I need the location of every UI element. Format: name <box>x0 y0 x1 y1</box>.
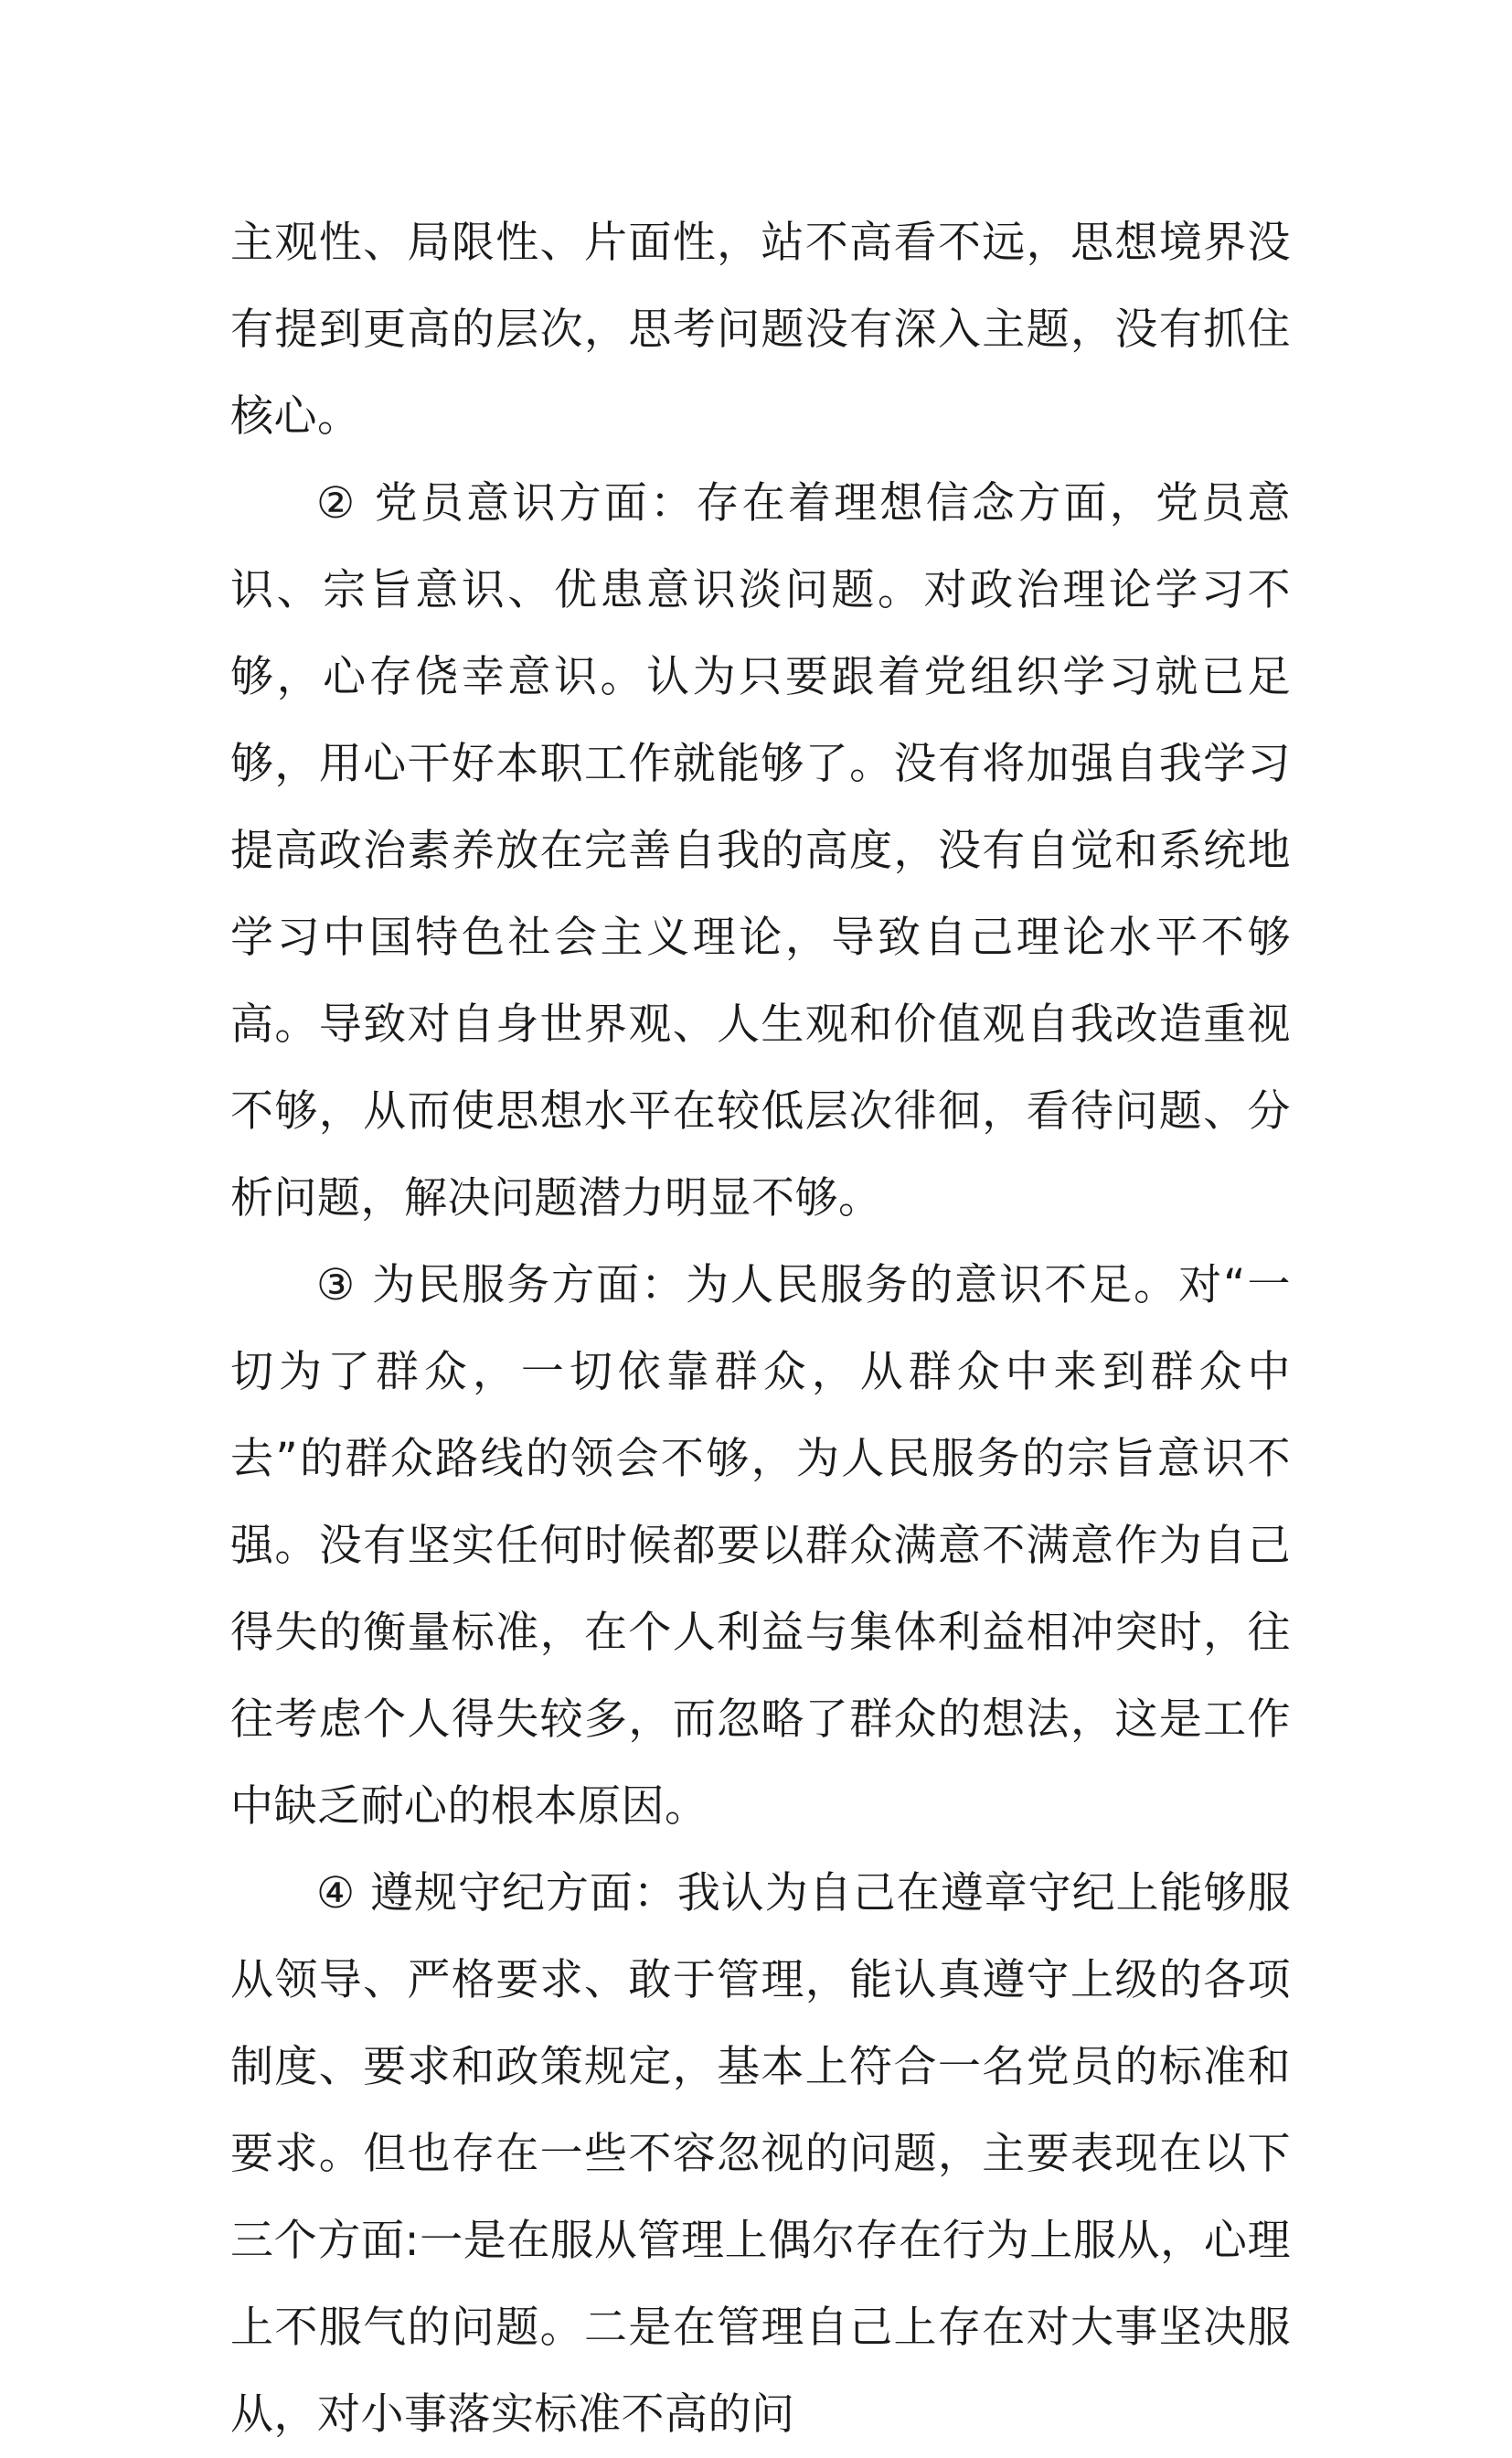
paragraph-continuation: 主观性、局限性、片面性，站不高看不远，思想境界没有提到更高的层次，思考问题没有深入主题，没有抓住核心。 <box>230 218 1291 442</box>
paragraph-serving-people: ③ 为民服务方面：为人民服务的意识不足。对“一切为了群众，一切依靠群众，从群众中来到群众中去”的群众路线的领会不够，为人民服务的宗旨意识不强。没有坚实任何时候都要以群众满意不满意作为自己得失的衡量标准，在个人利益与集体利益相冲突时，往往考虑个人得失较多，而忽略了群众的想法，这是工作中缺乏耐心的根本原因。 <box>230 1260 1291 1832</box>
paragraph-discipline: ④ 遵规守纪方面：我认为自己在遵章守纪上能够服从领导、严格要求、敢于管理，能认真遵守上级的各项制度、要求和政策规定，基本上符合一名党员的标准和要求。但也存在一些不容忽视的问题，主要表现在以下三个方面:一是在服从管理上偶尔存在行为上服从，心理上不服气的问题。二是在管理自己上存在对大事坚决服从，对小事落实标准不高的问 <box>230 1868 1291 2440</box>
document-body <box>230 199 1291 2458</box>
paragraph-party-awareness: ② 党员意识方面：存在着理想信念方面，党员意识、宗旨意识、优患意识淡问题。对政治理论学习不够，心存侥幸意识。认为只要跟着党组织学习就已足够，用心干好本职工作就能够了。没有将加强自我学习提高政治素养放在完善自我的高度，没有自觉和系统地学习中国特色社会主义理论，导致自己理论水平不够高。导致对自身世界观、人生观和价值观自我改造重视不够，从而使思想水平在较低层次徘徊，看待问题、分析问题，解决问题潜力明显不够。 <box>230 478 1291 1224</box>
